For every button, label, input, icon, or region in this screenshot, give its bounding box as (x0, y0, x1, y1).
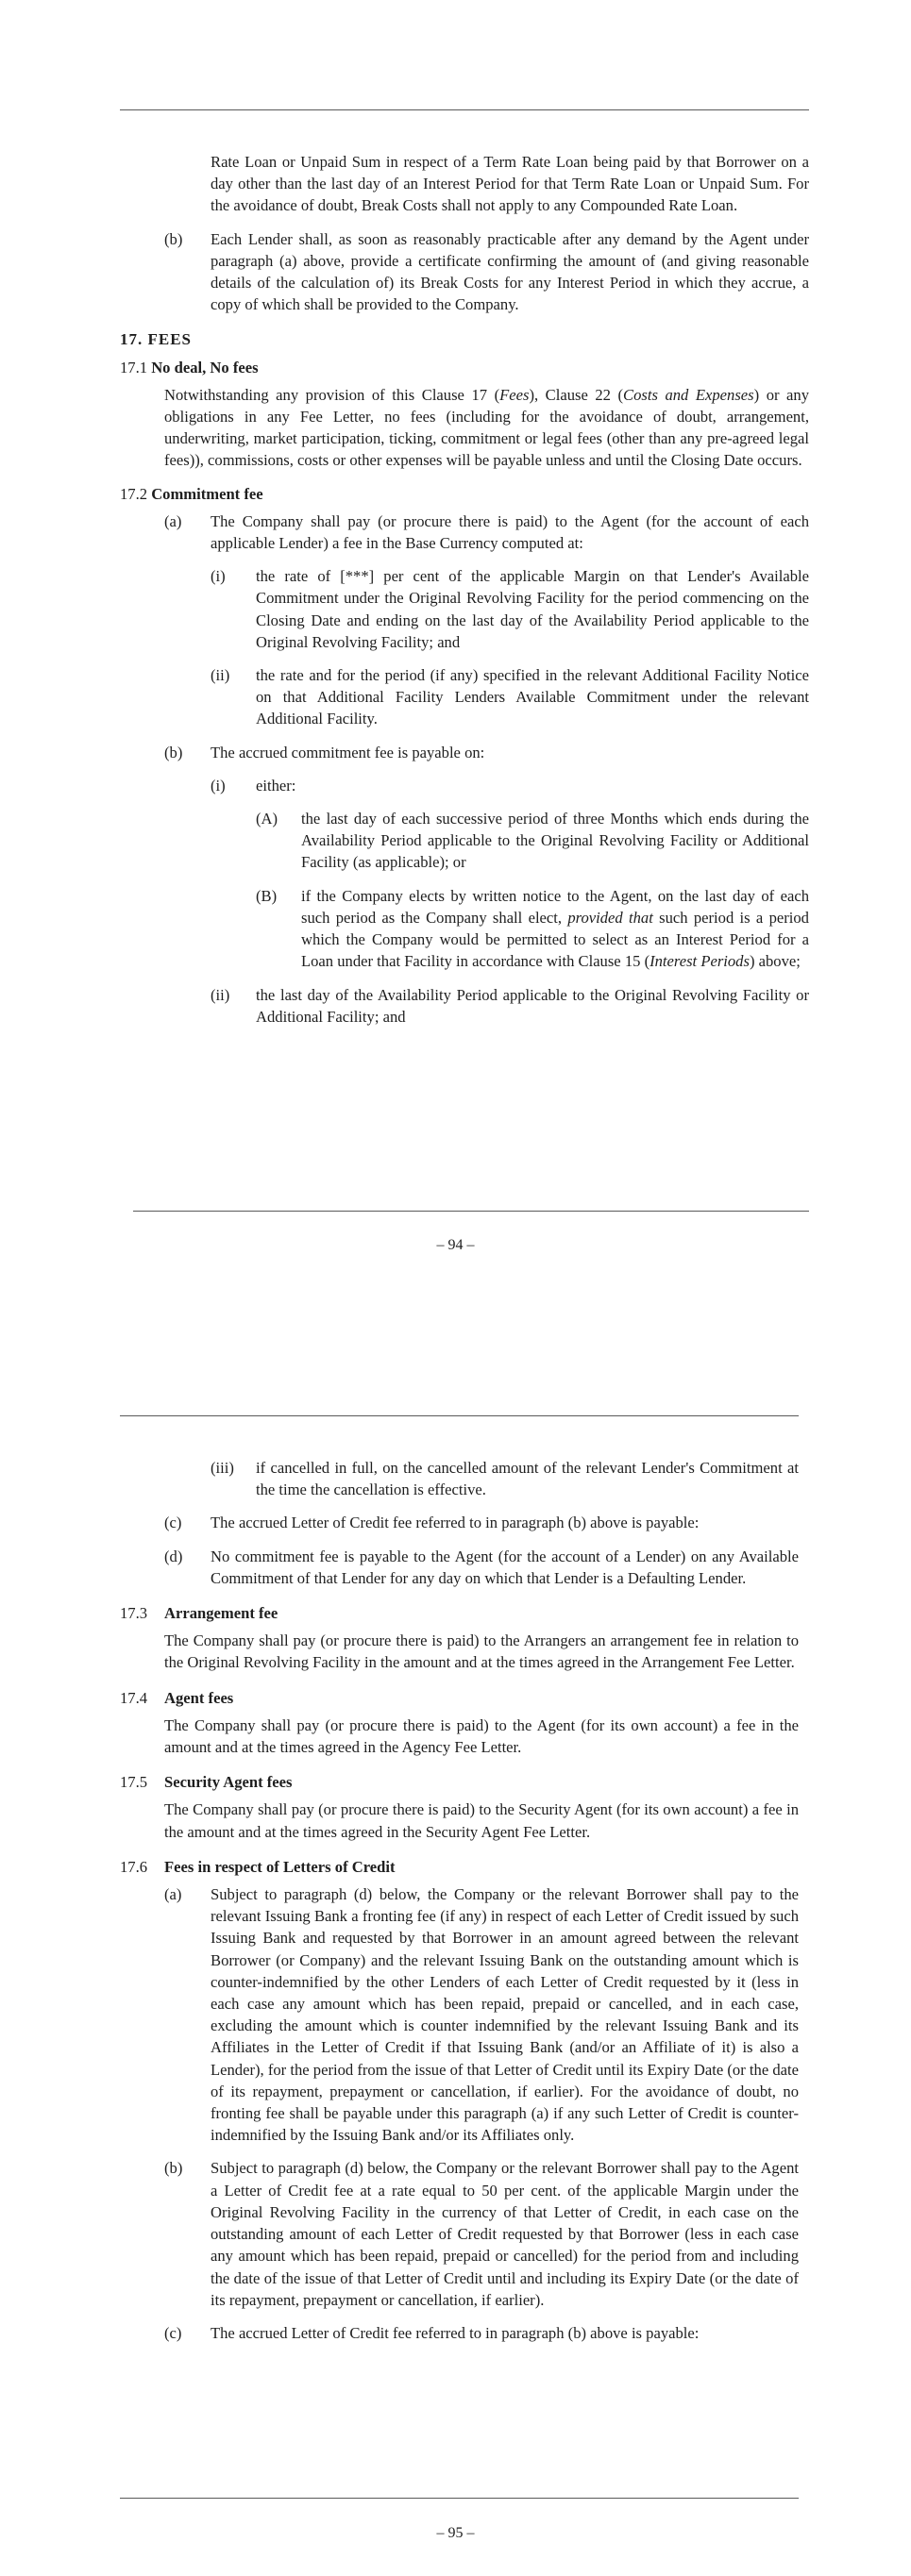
text-run: Notwithstanding any provision of this Clause 17 ( (164, 385, 500, 404)
item-text: if cancelled in full, on the cancelled amount of the relevant Lender's Commitment at the time the cancellation is effective. (256, 1459, 799, 1499)
clause-17-heading (120, 328, 809, 350)
item-text: Each Lender shall, as soon as reasonably practicable after any demand by the Agent under paragraph (a) above, provide a certificate confirming the amount of (and giving reasonable details of the calculation of) its Break Costs for any Interest Period in which they accrue, a copy of which shall be provided to the Company. (211, 229, 809, 314)
item-label: (c) (164, 2323, 182, 2342)
no-deal-no-fees-text (164, 384, 809, 472)
section-title: Commitment fee (151, 484, 263, 503)
item-label: (a) (164, 511, 182, 530)
item-label: (ii) (211, 666, 230, 685)
item-text: the last day of each successive period of three Months which ends during the Availability Period applicable to the Original Revolving Facility or Additional Facility (as applicable); or (301, 810, 809, 872)
section-title: Agent fees (164, 1688, 234, 1707)
section-17-2-heading (120, 483, 809, 505)
item-text: either: (256, 776, 296, 795)
paragraph-b-commitment (120, 742, 809, 763)
text-run: ) or any obligations in any Fee Letter, no fees (including for the avoidance of doubt, arrangement, underwriting, market participation, ticking, commitment or legal fees (other than any pre-agreed legal fees)), commissions, costs or other expenses will be payable unless and until the Closing Date occurs. (164, 385, 810, 470)
item-text: The accrued Letter of Credit fee referred to in paragraph (b) above is payable: (211, 2323, 700, 2342)
item-label: (a) (164, 1885, 182, 1904)
item-text: The accrued Letter of Credit fee referred to in paragraph (b) above is payable: (211, 1514, 700, 1532)
sub-item-b-i-A (120, 808, 809, 874)
agent-fees-text: The Company shall pay (or procure there is paid) to the Agent (for its own account) a fee in the amount and at the times agreed in the Agency Fee Letter. (164, 1715, 799, 1757)
item-text: Subject to paragraph (d) below, the Company or the relevant Borrower shall pay to the relevant Issuing Bank a fronting fee (if any) in respect of each Letter of Credit issued by such Issuing Bank and requested by that Borrower in an amount agreed between the relevant Borrower (or Company) and the relevant Issuing Bank on the outstanding amount which is counter-indemnified by the other Lenders of each Letter of Credit requested by it (less in each case any amount which has been repaid, prepaid or cancelled, and in each case, excluding the amount which is counter indemnified by the relevant Issuing Bank and its Affiliates in the Letter of Credit if that Issuing Bank (and/or an Affiliate of it) is also a Lender), for the period from the issue of that Letter of Credit until its Expiry Date (or the date of its repayment, prepayment or cancellation, if earlier). For the avoidance of doubt, no fronting fee shall be payable under this paragraph (a) if any such Letter of Credit is counter-indemnified by the Issuing Bank and/or its Affiliates only. (211, 1885, 799, 2145)
item-text: the rate and for the period (if any) specified in the relevant Additional Facility Notice on that Additional Facility Lenders Available Commitment under the relevant Additional Facility. (256, 666, 809, 728)
section-number: 17.6 (120, 1857, 148, 1876)
section-number: 17.1 (120, 358, 148, 376)
item-text: The accrued commitment fee is payable on: (211, 743, 485, 761)
item-text: No commitment fee is payable to the Agent (for the account of a Lender) on any Available Commitment of that Lender for any day on which that Lender is a Defaulting Lender. (211, 1547, 799, 1587)
sub-item-b-i (120, 775, 809, 796)
paragraph-c-lc-fee (120, 2322, 799, 2344)
item-text: The Company shall pay (or procure there is paid) to the Agent (for the account of each applicable Lender) a fee in the Base Currency computed at: (211, 511, 809, 553)
item-text: the last day of the Availability Period applicable to the Original Revolving Facility or Additional Facility; and (256, 985, 809, 1026)
item-label: (i) (211, 776, 226, 795)
text-run: ) above; (749, 952, 801, 971)
section-title: Arrangement fee (164, 1604, 278, 1623)
text-run-italic: provided that (567, 908, 653, 927)
top-rule (120, 1415, 799, 1416)
top-rule (120, 109, 809, 110)
text-run: such period is a period which the Company would be permitted to select as an Interest Period for a Loan under that Facility in accordance with Clause 15 ( (301, 908, 809, 971)
section-17-4-heading (120, 1687, 799, 1709)
footer-rule (133, 1211, 809, 1212)
page-94-body (120, 151, 809, 1028)
section-17-5-heading (120, 1771, 799, 1793)
sub-item-b-iii (120, 1457, 799, 1500)
text-run: if the Company elects by written notice to the Agent, on the last day of each such period as the Company shall elect, (301, 886, 809, 927)
section-title: Fees in respect of Letters of Credit (164, 1857, 396, 1876)
section-17-1-heading (120, 357, 809, 378)
security-agent-fees-text: The Company shall pay (or procure there is paid) to the Security Agent (for its own account) a fee in the amount and at the times agreed in the Security Agent Fee Letter. (164, 1800, 799, 1841)
item-label: (c) (164, 1514, 182, 1532)
section-17-6-heading (120, 1856, 799, 1878)
item-label: (i) (211, 567, 226, 586)
paragraph-a-fronting-fee (120, 1883, 799, 2146)
item-label: (b) (164, 229, 183, 248)
sub-item-b-ii (120, 984, 809, 1028)
item-text (301, 885, 809, 973)
item-text: the rate of [***] per cent of the applicable Margin on that Lender's Available Commitment under the Original Revolving Facility for the period commencing on the Closing Date and ending on the last day of the Availability Period applicable to the Original Revolving Facility; and (256, 567, 809, 651)
paragraph-b-lc-fee (120, 2157, 799, 2310)
section-number: 17.2 (120, 484, 148, 503)
sub-item-a-i (120, 565, 809, 653)
footer-rule (120, 2498, 799, 2499)
section-number: 17.3 (120, 1604, 148, 1623)
section-number: 17.5 (120, 1773, 148, 1792)
item-label: (b) (164, 743, 183, 761)
text-run-italic: Fees (499, 385, 530, 404)
break-costs-continuation: Rate Loan or Unpaid Sum in respect of a Term Rate Loan being paid by that Borrower on a day other than the last day of an Interest Period for that Term Rate Loan or Unpaid Sum. For the avoidance of doubt, Break Costs shall not apply to any Compounded Rate Loan. (211, 153, 809, 215)
paragraph-b-break-costs (120, 228, 809, 316)
sub-item-a-ii (120, 664, 809, 730)
paragraph-a-commitment (120, 510, 809, 554)
clause-title: FEES (147, 330, 193, 349)
section-17-3-heading (120, 1602, 799, 1624)
item-text: Subject to paragraph (d) below, the Company or the relevant Borrower shall pay to the Agent a Letter of Credit fee at a rate equal to 50 per cent. of the applicable Margin under the Original Revolving Facility in the currency of that Letter of Credit, in each case on the outstanding amount of each Letter of Credit requested by that Borrower (less in each case any amount which has been repaid, prepaid or cancelled) for the period from and including the date of the issue of that Letter of Credit until and including its Expiry Date (or the date of its repayment, prepayment or cancellation, if earlier). (211, 2159, 799, 2309)
arrangement-fee-text: The Company shall pay (or procure there is paid) to the Arrangers an arrangement fee in relation to the Original Revolving Facility in the amount and at the times agreed in the Arrangement Fee Letter. (164, 1631, 799, 1672)
page-95-body (120, 1457, 799, 2344)
page-number: – 95 – (436, 2525, 475, 2541)
page-number: – 94 – (436, 1237, 475, 1253)
sub-item-b-i-B (120, 885, 809, 973)
item-label: (b) (164, 2159, 183, 2178)
text-run: ), Clause 22 ( (529, 385, 624, 404)
item-label: (A) (256, 810, 278, 828)
section-title: No deal, No fees (151, 358, 259, 376)
text-run-italic: Costs and Expenses (623, 385, 754, 404)
section-number: 17.4 (120, 1688, 148, 1707)
item-label: (B) (256, 886, 278, 905)
page-95 (0, 1293, 911, 2576)
item-label: (iii) (211, 1459, 234, 1477)
item-label: (ii) (211, 985, 230, 1004)
text-run-italic: Interest Periods (650, 952, 750, 971)
section-title: Security Agent fees (164, 1773, 293, 1792)
clause-number: 17. (120, 330, 143, 349)
paragraph-c-commitment (120, 1512, 799, 1533)
item-label: (d) (164, 1547, 183, 1565)
paragraph-d-commitment (120, 1546, 799, 1589)
